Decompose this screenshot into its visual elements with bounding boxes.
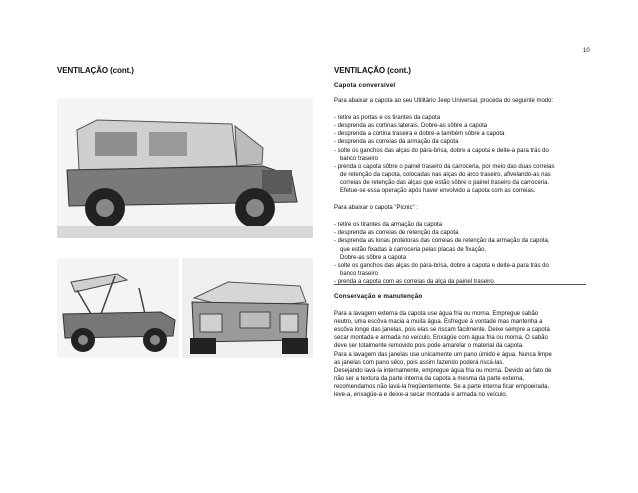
conservacao-line: neutro, uma escôva macia a muita água. Esfregue à vontade mas mantenha a [334, 319, 543, 326]
picnic-intro: Para abaixar o capota "Picnic" : [334, 205, 418, 212]
capota-step: Efetue-se essa operação após haver envolvido a capota com as correias. [340, 188, 536, 195]
conservacao-line: recomendamos não lavá-la freqüentemente. Se a parte interna ficar empoeirada, [334, 383, 550, 390]
capota-step: de retenção da capota, colocadas nas alças do arco traseiro, afivelando-as nas [340, 171, 551, 178]
right-heading: VENTILAÇÃO (cont.) [334, 66, 411, 75]
conservacao-line: deve ser totalmente removido pois pode amarelar o material da capota. [334, 343, 524, 350]
conservacao-title: Conservação e manutenção [334, 293, 423, 300]
capota-step: - prenda o capota sôbre o painel traseiro da carroceria, por meio das duas correias [334, 163, 555, 170]
picnic-step: - retire os tirantes da armação da capota [334, 222, 443, 229]
page-number: 10 [583, 48, 590, 54]
conservacao-line: as janelas com pano sêco, pois assim fazendo poderá riscá-las. [334, 359, 505, 366]
section-divider [334, 284, 586, 285]
conservacao-line: não ser a textura da parte interna da capota a mesma da parte externa, [334, 375, 525, 382]
capota-step: correias de retenção das alças que estão sôbre o painel traseiro da carroceria. [340, 179, 550, 186]
conservacao-line: Para a lavagem externa da capota use água fria ou morna. Empregue sabão [334, 311, 539, 318]
jeep-rear-picnic-top-photo [182, 258, 313, 358]
left-heading: VENTILAÇÃO (cont.) [57, 66, 134, 75]
capota-step: - desprenda as correias da armação da capota [334, 139, 459, 146]
capota-step: - desprenda as cortinas laterais. Dobre-as sôbre a capota [334, 123, 488, 130]
capota-title: Capota conversível [334, 82, 396, 89]
capota-step: - desprenda a cortina traseira e dobre-a também sôbre a capota [334, 131, 505, 138]
conservacao-line: Para a lavagem das janelas use unicamente um pano úmido e água. Nunca limpe [334, 351, 552, 358]
conservacao-line: leve-a, enxagüe-a e deixe-a secar montada e armada no veículo. [334, 392, 508, 399]
conservacao-line: escôva longe das janelas, pois elas se riscam fàcilmente. Deixe sempre a capota [334, 327, 550, 334]
picnic-step: - desprenda as lonas protetoras das correias de retenção da armação da capota, [334, 238, 550, 245]
conservacao-section [334, 293, 584, 399]
picnic-step: - desprenda as correias de retenção da capota [334, 230, 459, 237]
capota-step: banco traseiro [340, 155, 379, 162]
picnic-step: banco traseiro [340, 270, 379, 277]
conservacao-line: secar montada e armada no veículo. Enxagüe com água fria ou morna. O sabão [334, 335, 548, 342]
jeep-top-folded-side-photo [57, 258, 179, 358]
capota-step: - retire as portas e os tirantes da capota [334, 115, 441, 122]
picnic-step: Dobre-as sôbre a capota [340, 254, 407, 261]
conservacao-line: Desejando lavá-la internamente, empregue água fria ou morna. Devido ao fato de [334, 367, 552, 374]
picnic-step: que estão fixadas à carroceria pelas placas de fixação. [340, 246, 487, 253]
capota-section [334, 82, 584, 286]
capota-intro: Para abaixar a capota ao seu Utilitário Jeep Universal, proceda do seguinte modo: [334, 98, 554, 105]
picnic-step: - solte os ganchos das alças do pára-brisa, dobre a capota e deite-a para trás do [334, 262, 549, 269]
jeep-soft-top-side-photo [57, 98, 313, 238]
picnic-step: - prenda a capota com as correias da alça da painel traseiro. [334, 278, 496, 285]
capota-step: - solte os ganchos das alças do pára-brisa, dobre a capota e deite-a para trás do [334, 147, 549, 154]
